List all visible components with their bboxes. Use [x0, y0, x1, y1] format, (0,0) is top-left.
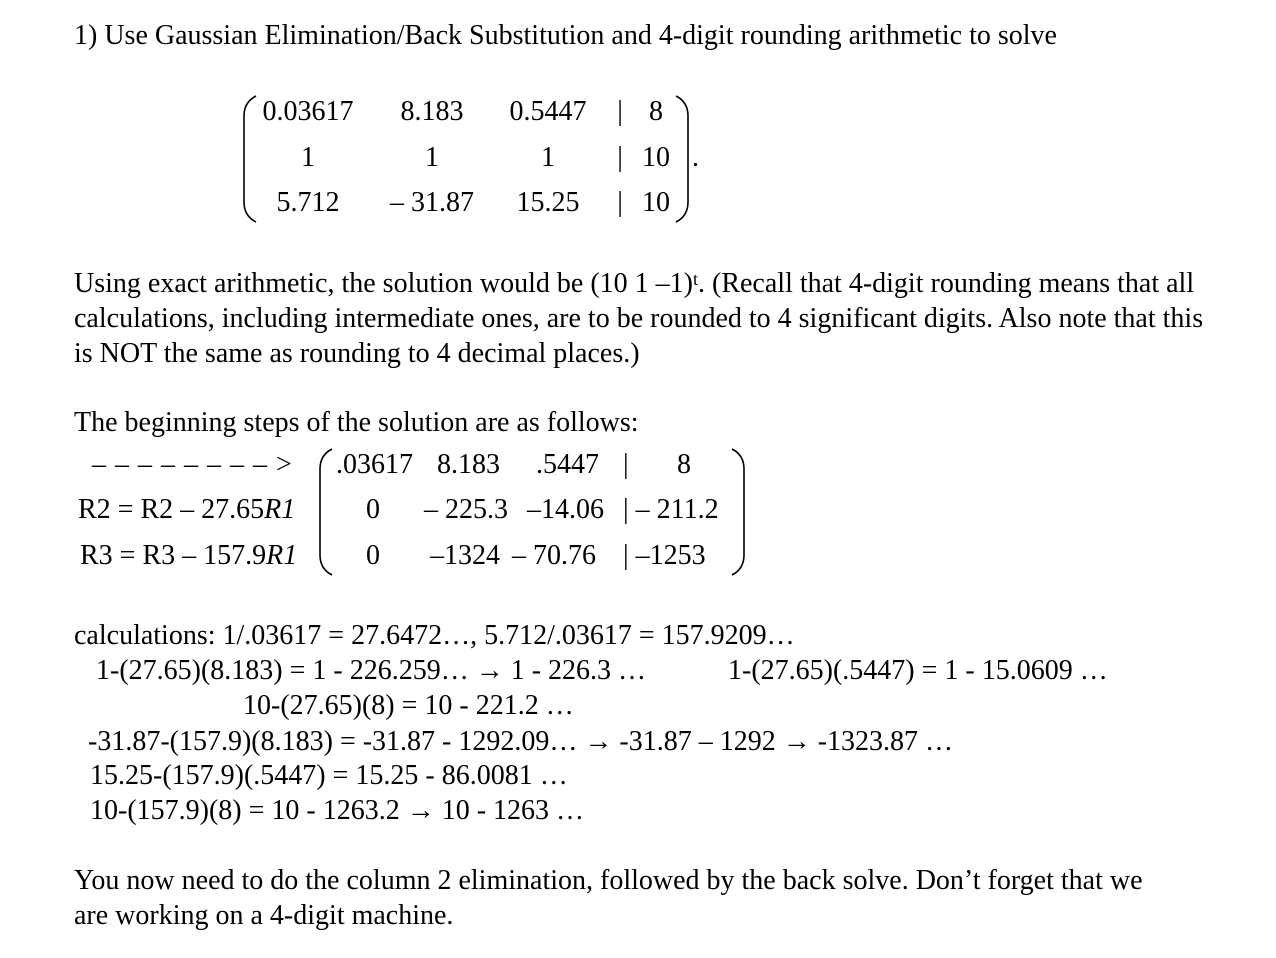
- matrix-cell: –1324: [430, 540, 500, 571]
- matrix-cell: –14.06: [527, 494, 604, 525]
- calc-line-4: -31.87-(157.9)(8.183) = -31.87 - 1292.09… → -31.87 – 1292 → -1323.87 …: [88, 726, 954, 757]
- matrix-trailing-period: .: [692, 142, 699, 173]
- matrix-cell: 8.183: [437, 449, 500, 480]
- matrix-cell: 0: [366, 540, 380, 571]
- matrix-cell: .5447: [536, 449, 599, 480]
- matrix-cell: | –1253: [623, 540, 706, 571]
- matrix-cell: .03617: [336, 449, 413, 480]
- calc-line-5: 15.25-(157.9)(.5447) = 15.25 - 86.0081 …: [90, 760, 568, 791]
- steps-heading: The beginning steps of the solution are as follows:: [74, 407, 639, 438]
- matrix-left-paren: [240, 94, 260, 224]
- closing-paragraph: You now need to do the column 2 elimination, followed by the back solve. Don’t forget that we are working on a 4-digit machine.: [74, 865, 1143, 931]
- calc-line-2b: 1-(27.65)(.5447) = 1 - 15.0609 …: [728, 655, 1108, 686]
- matrix-separator: |: [623, 449, 629, 480]
- calc-line-3: 10-(27.65)(8) = 10 - 221.2 …: [243, 690, 574, 721]
- matrix-cell: 0: [366, 494, 380, 525]
- row-op-r3: R3 = R3 – 157.9R1: [80, 540, 298, 571]
- matrix-cell: – 225.3: [424, 494, 508, 525]
- reduced-left-paren: [316, 447, 336, 577]
- row-op-r2: R2 = R2 – 27.65R1: [78, 494, 296, 525]
- calc-line-6: 10-(157.9)(8) = 10 - 1263.2 → 10 - 1263 …: [90, 795, 585, 826]
- calc-line-2a: 1-(27.65)(8.183) = 1 - 226.259… → 1 - 226.3 …: [96, 655, 647, 686]
- matrix-cell: | – 211.2: [623, 494, 719, 525]
- matrix-right-paren: [672, 94, 692, 224]
- exact-solution-paragraph: Using exact arithmetic, the solution would be (10 1 –1)$^t$. (Recall that 4-digit rounding means that all calculations, including intermediate ones, are to be rounded to 4 significant digits. Also note that this is NOT the same as rounding to 4 decimal places.): [74, 268, 1204, 369]
- steps-arrow: – – – – – – – – >: [92, 449, 293, 480]
- matrix-cell: – 70.76: [512, 540, 596, 571]
- calc-line-1: calculations: 1/.03617 = 27.6472…, 5.712/.03617 = 157.9209…: [74, 620, 795, 651]
- transpose-superscript: t: [692, 269, 698, 289]
- problem-intro: 1) Use Gaussian Elimination/Back Substitution and 4-digit rounding arithmetic to solve: [74, 20, 1057, 51]
- matrix-cell: 8: [677, 449, 691, 480]
- reduced-right-paren: [728, 447, 748, 577]
